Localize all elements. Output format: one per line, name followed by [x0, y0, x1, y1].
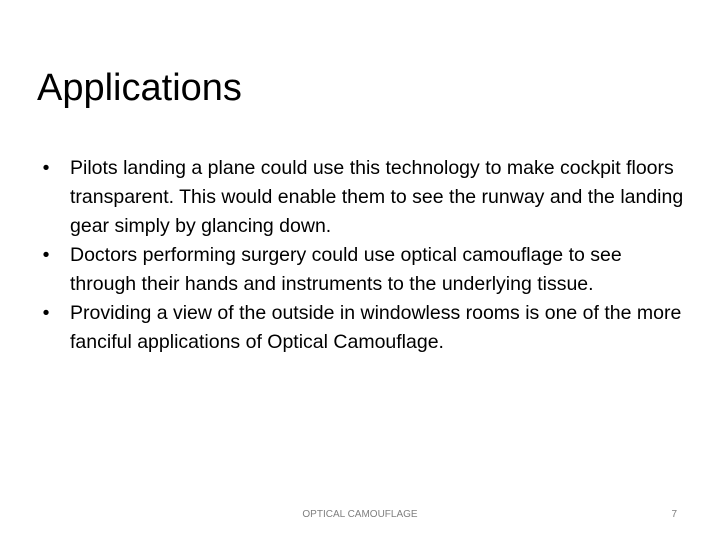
bullet-item-doctors: [36, 241, 686, 299]
bullet-text: Providing a view of the outside in windowless rooms is one of the more fanciful applications of Optical Camouflage.: [70, 302, 682, 353]
bullet-dot-icon: •: [42, 302, 50, 324]
bullet-dot-icon: •: [42, 244, 50, 266]
slide-title: Applications: [37, 67, 242, 109]
footer-text: OPTICAL CAMOUFLAGE: [302, 509, 418, 520]
page-number: 7: [671, 509, 677, 520]
bullet-item-pilots: [36, 154, 686, 241]
bullet-list: [36, 154, 686, 357]
bullet-dot-icon: •: [42, 157, 50, 179]
bullet-item-windowless-rooms: [36, 299, 686, 357]
bullet-text: Doctors performing surgery could use optical camouflage to see through their hands and instruments to the underlying tissue.: [70, 244, 622, 295]
bullet-text: Pilots landing a plane could use this technology to make cockpit floors transparent. This would enable them to see the runway and the landing gear simply by glancing down.: [70, 157, 684, 237]
